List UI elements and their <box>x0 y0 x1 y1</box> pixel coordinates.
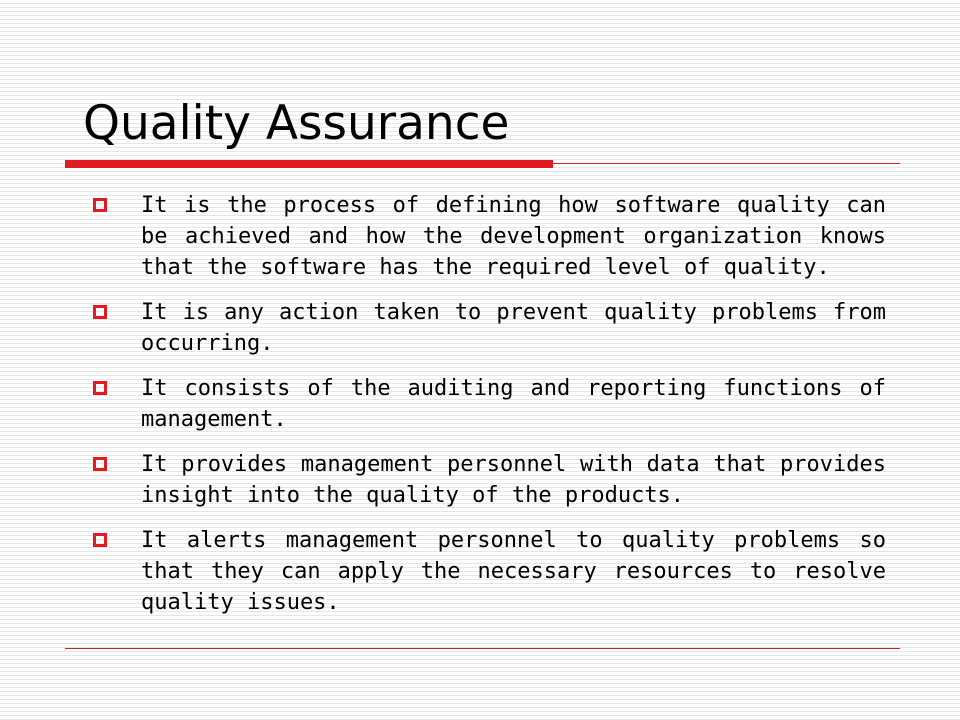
bullet-list <box>93 190 886 632</box>
bullet-item <box>93 525 886 618</box>
bullet-text: It is the process of defining how software quality can be achieved and how the development organization knows that the software has the required level of quality. <box>141 193 886 280</box>
slide-title: Quality Assurance <box>83 96 510 151</box>
bullet-text: It consists of the auditing and reporting functions of management. <box>141 376 886 432</box>
hollow-square-icon <box>93 533 107 547</box>
bullet-item <box>93 449 886 511</box>
bullet-item <box>93 297 886 359</box>
bullet-item <box>93 190 886 283</box>
hollow-square-icon <box>93 198 107 212</box>
bullet-text: It provides management personnel with data that provides insight into the quality of the products. <box>141 452 886 508</box>
hollow-square-icon <box>93 305 107 319</box>
bullet-text: It alerts management personnel to quality problems so that they can apply the necessary resources to resolve quality issues. <box>141 528 886 615</box>
footer-divider-line <box>65 648 900 649</box>
bullet-item <box>93 373 886 435</box>
hollow-square-icon <box>93 381 107 395</box>
bullet-text: It is any action taken to prevent quality problems from occurring. <box>141 300 886 356</box>
title-divider-line <box>553 163 900 164</box>
hollow-square-icon <box>93 457 107 471</box>
title-accent-bar <box>65 160 553 168</box>
